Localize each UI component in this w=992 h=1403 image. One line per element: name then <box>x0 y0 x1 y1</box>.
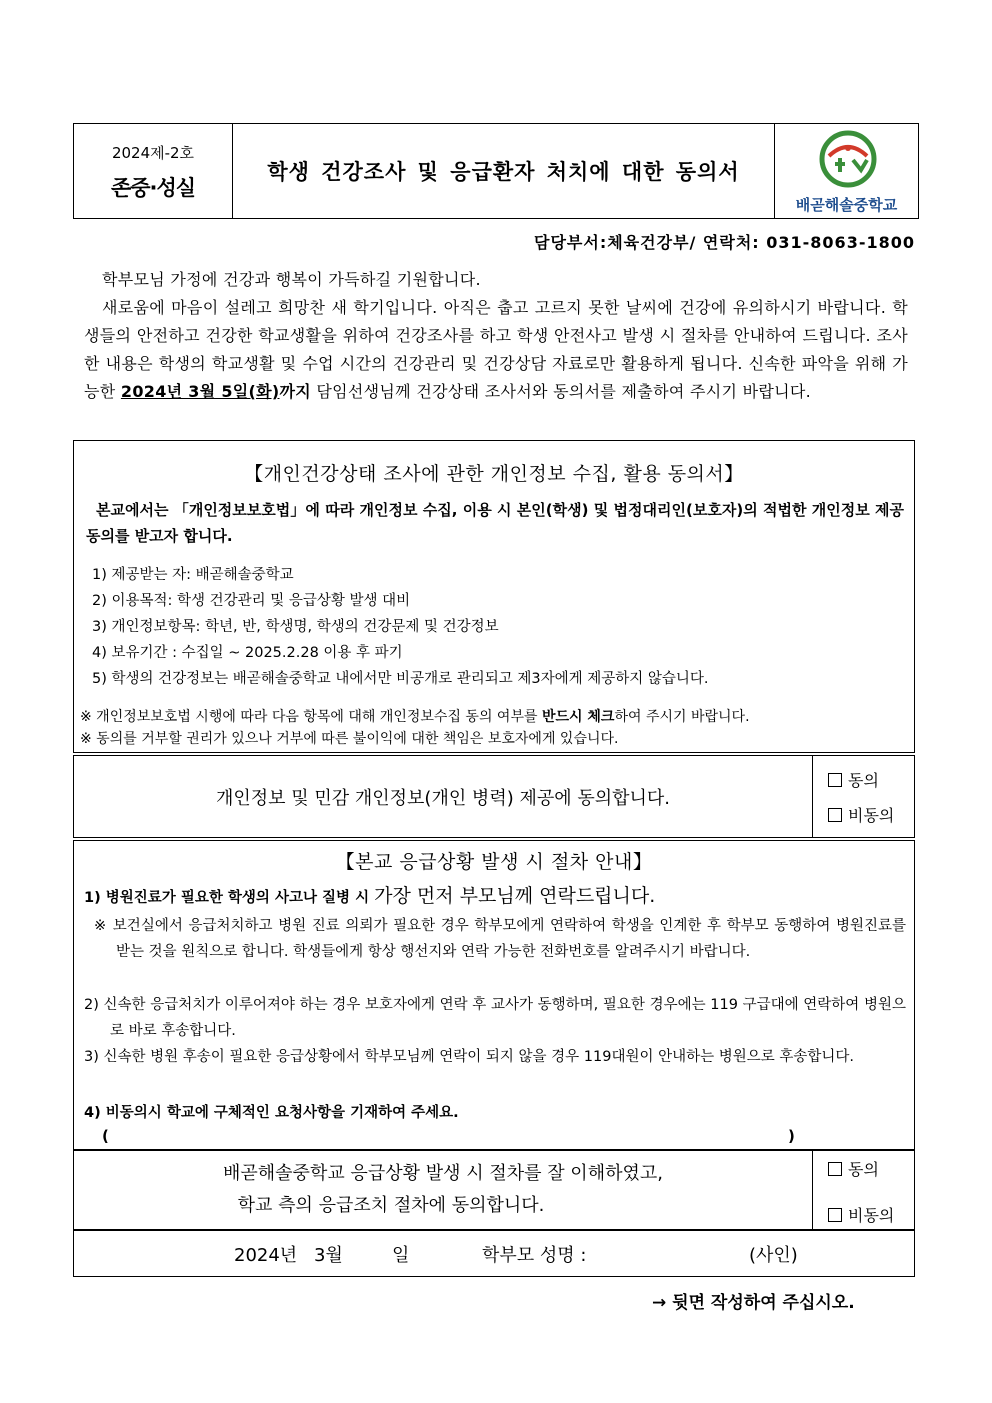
privacy-note-2: ※ 동의를 거부할 권리가 있으나 거부에 따른 불이익에 대한 책임은 보호자에게 있습니다. <box>80 731 619 747</box>
emergency-agree-checkbox[interactable]: 동의 <box>828 1157 879 1180</box>
emergency-title: 【본교 응급상황 발생 시 절차 안내】 <box>335 851 653 873</box>
intro-greeting: 학부모님 가정에 건강과 행복이 가득하길 기원합니다. <box>102 270 481 289</box>
checkbox-square-icon <box>828 1162 842 1176</box>
privacy-agree-checkbox[interactable]: 동의 <box>828 768 879 791</box>
checkbox-square-icon <box>828 773 842 787</box>
emergency-consent-line-2: 학교 측의 응급조치 절차에 동의합니다. <box>237 1195 545 1216</box>
header-logo-cell <box>775 124 918 218</box>
privacy-item: 4) 보유기간 : 수집일 ~ 2025.2.28 이용 후 파기 <box>92 645 403 661</box>
emergency-disagree-checkbox[interactable]: 비동의 <box>828 1203 894 1226</box>
privacy-item: 3) 개인정보항목: 학년, 반, 학생명, 학생의 건강문제 및 건강정보 <box>92 619 499 635</box>
emergency-consent-text <box>74 1151 813 1229</box>
header-table <box>73 123 919 219</box>
emergency-procedure-box <box>73 840 915 1150</box>
request-paren-open: ( <box>102 1127 109 1145</box>
privacy-item: 2) 이용목적: 학생 건강관리 및 응급상황 발생 대비 <box>92 593 411 609</box>
checkbox-square-icon <box>828 808 842 822</box>
emergency-consent-line-1: 배곧해솔중학교 응급상황 발생 시 절차를 잘 이해하였고, <box>223 1163 663 1184</box>
emergency-item-3: 3) 신속한 병원 후송이 필요한 응급상황에서 학부모님께 연락이 되지 않을 경우 119대원이 안내하는 병원으로 후송합니다. <box>84 1049 855 1065</box>
document-title: 학생 건강조사 및 응급환자 처치에 대한 동의서 <box>267 160 740 184</box>
request-input-area[interactable] <box>114 1125 784 1145</box>
intro-paragraph <box>84 294 908 406</box>
privacy-item: 5) 학생의 건강정보는 배곧해솔중학교 내에서만 비공개로 관리되고 제3자에게 제공하지 않습니다. <box>92 671 709 687</box>
header-title-cell <box>233 124 775 218</box>
school-logo-icon <box>817 128 879 190</box>
signature-row <box>73 1230 915 1277</box>
doc-number: 2024제-2호 <box>111 144 195 162</box>
privacy-consent-text: 개인정보 및 민감 개인정보(개인 병력) 제공에 동의합니다. <box>74 756 813 837</box>
emergency-item-1: 1) 병원진료가 필요한 학생의 사고나 질병 시 가장 먼저 부모님께 연락드립니다. <box>84 885 656 907</box>
sign-year: 2024년 <box>234 1245 298 1266</box>
school-motto: 존중·성실 <box>110 176 196 200</box>
privacy-disagree-checkbox[interactable]: 비동의 <box>828 803 894 826</box>
intro-text-a: 새로움에 마음이 설레고 희망찬 새 학기입니다. 아직은 춥고 고르지 못한 날씨에 건강에 유의하시기 바랍니다. 학생들의 안전하고 건강한 학교생활을 위하여 건강조사를 하고 학생 안전사고 발생 시 절차를 안내하여 드립니다. 조사한 내용은 학생의 학교생활 및 수업 시간의 건강관리 및 건강상담 자료로만 활용하게 됩니다. 신속한 파악을 위해 가능한 <box>84 298 908 401</box>
school-logo-text: 배곧해솔중학교 <box>795 196 898 214</box>
privacy-consent-row <box>73 755 915 838</box>
privacy-consent-box <box>73 440 915 753</box>
checkbox-square-icon <box>828 1208 842 1222</box>
parent-name-field[interactable] <box>629 1237 739 1269</box>
emergency-item-2: 2) 신속한 응급처치가 이루어져야 하는 경우 보호자에게 연락 후 교사가 동행하며, 필요한 경우에는 119 구급대에 연락하여 병원으로 바로 후송합니다. <box>84 997 906 1039</box>
emergency-item-1-note: ※ 보건실에서 응급처치하고 병원 진료 의뢰가 필요한 경우 학부모에게 연락하여 학생을 인계한 후 학부모 동행하여 병원진료를 받는 것을 원칙으로 합니다. 학생들에게 항상 행선지와 연락 가능한 전화번호를 알려주시기 바랍니다. <box>94 918 906 960</box>
contact-info: 담당부서:체육건강부/ 연락처: 031-8063-1800 <box>534 233 915 252</box>
sign-month: 3월 <box>314 1245 343 1266</box>
privacy-title: 【개인건강상태 조사에 관한 개인정보 수집, 활용 동의서】 <box>244 463 744 485</box>
sign-day: 일 <box>392 1245 410 1266</box>
intro-text-b: 담임선생님께 건강상태 조사서와 동의서를 제출하여 주시기 바랍니다. <box>311 382 812 401</box>
privacy-items <box>92 562 902 692</box>
signature-label: (사인) <box>749 1245 798 1266</box>
privacy-notes <box>80 706 910 750</box>
header-left-cell <box>74 124 233 218</box>
request-paren-close: ) <box>788 1127 795 1145</box>
back-page-note: → 뒷면 작성하여 주십시오. <box>652 1293 855 1313</box>
privacy-lead: 본교에서는 「개인정보보호법」에 따라 개인정보 수집, 이용 시 본인(학생) 및 법정대리인(보호자)의 적법한 개인정보 제공 동의를 받고자 합니다. <box>86 501 904 545</box>
privacy-item: 1) 제공받는 자: 배곧해솔중학교 <box>92 567 294 583</box>
deadline-suffix: 까지 <box>279 382 312 401</box>
deadline-date: 2024년 3월 5일(화) <box>120 382 280 401</box>
privacy-note-1: ※ 개인정보보호법 시행에 따라 다음 항목에 대해 개인정보수집 동의 여부를 반드시 체크하여 주시기 바랍니다. <box>80 709 750 725</box>
emergency-consent-row <box>73 1150 915 1230</box>
emergency-item-4: 4) 비동의시 학교에 구체적인 요청사항을 기재하여 주세요. <box>84 1105 459 1121</box>
parent-name-label: 학부모 성명 : <box>482 1245 587 1266</box>
